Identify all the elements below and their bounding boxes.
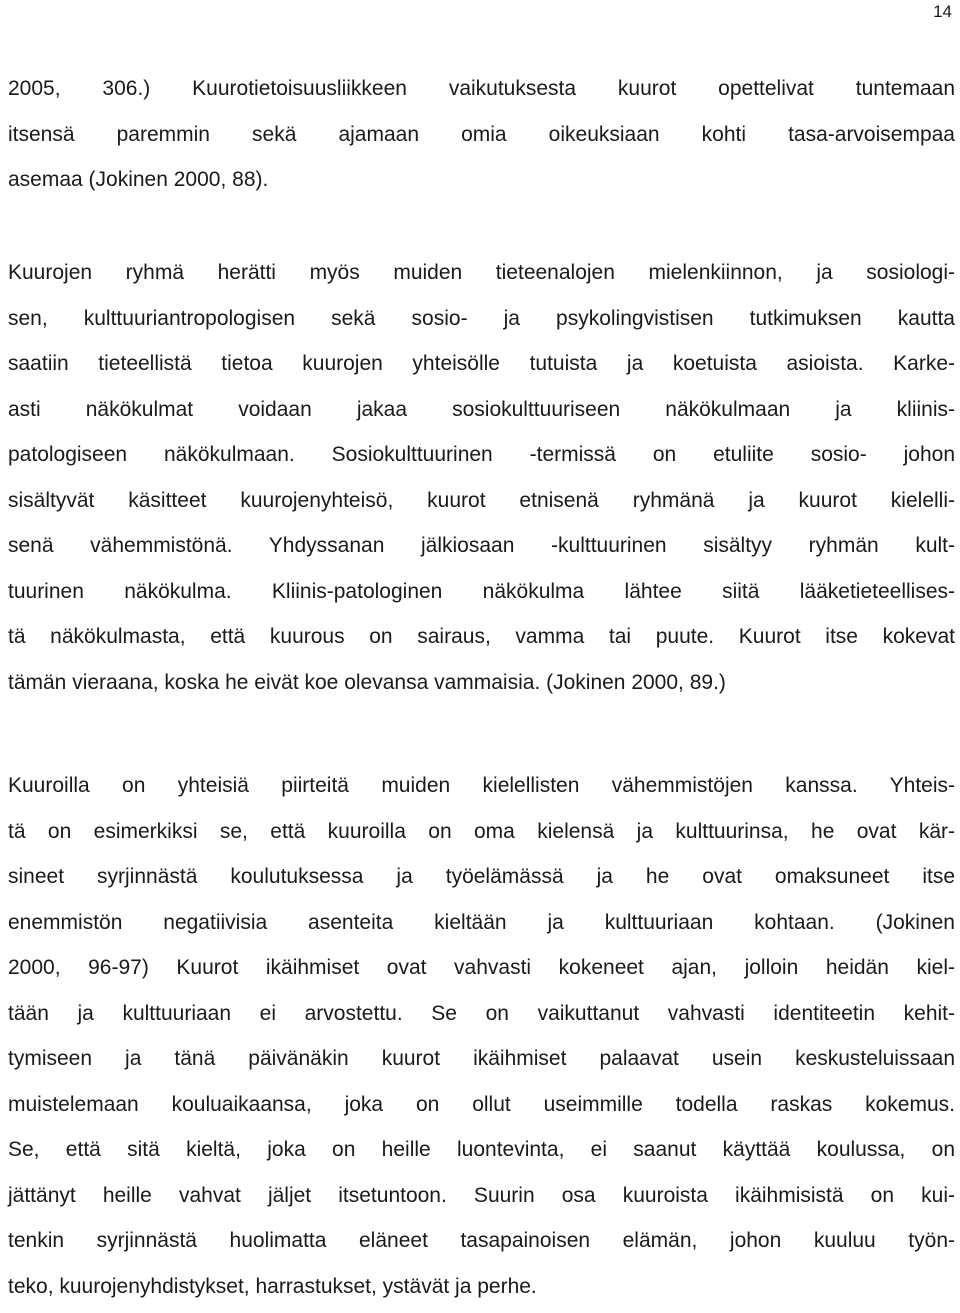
text-line: enemmistön negatiivisia asenteita kieltään ja kulttuuriaan kohtaan. (Jokinen — [8, 910, 955, 934]
text-line: jättänyt heille vahvat jäljet itsetuntoon. Suurin osa kuuroista ikäihmisistä on kui- — [8, 1183, 955, 1207]
text-line: itsensä paremmin sekä ajamaan omia oikeuksiaan kohti tasa-arvoisempaa — [8, 122, 955, 146]
text-line: 2000, 96-97) Kuurot ikäihmiset ovat vahvasti kokeneet ajan, jolloin heidän kiel- — [8, 956, 955, 979]
text-line: senä vähemmistönä. Yhdyssanan jälkiosaan -kulttuurinen sisältyy ryhmän kult- — [8, 534, 955, 557]
text-line: tä on esimerkiksi se, että kuuroilla on oma kielensä ja kulttuurinsa, he ovat kär- — [8, 819, 955, 843]
text-line: Se, että sitä kieltä, joka on heille luontevinta, ei saanut käyttää koulussa, on — [8, 1138, 955, 1161]
text-line: Kuurojen ryhmä herätti myös muiden tieteenalojen mielenkiinnon, ja sosiologi- — [8, 261, 955, 284]
text-line: sen, kulttuuriantropologisen sekä sosio- ja psykolingvistisen tutkimuksen kautta — [8, 306, 955, 330]
paragraph-2 — [8, 250, 955, 705]
text-line: tenkin syrjinnästä huolimatta eläneet tasapainoisen elämän, johon kuuluu työn- — [8, 1229, 955, 1252]
paragraph-1 — [8, 66, 955, 203]
text-line: teko, kuurojenyhdistykset, harrastukset, ystävät ja perhe. — [8, 1274, 537, 1298]
text-line: tymiseen ja tänä päivänäkin kuurot ikäihmiset palaavat usein keskusteluissaan — [8, 1047, 955, 1070]
text-line: patologiseen näkökulmaan. Sosiokulttuurinen -termissä on etuliite sosio- johon — [8, 443, 955, 466]
text-line: Kuuroilla on yhteisiä piirteitä muiden kielellisten vähemmistöjen kanssa. Yhteis- — [8, 774, 955, 797]
page-number: 14 — [933, 2, 952, 21]
text-line: sineet syrjinnästä koulutuksessa ja työelämässä ja he ovat omaksuneet itse — [8, 865, 955, 888]
text-line: sisältyvät käsitteet kuurojenyhteisö, kuurot etnisenä ryhmänä ja kuurot kielelli- — [8, 488, 955, 512]
text-line: asemaa (Jokinen 2000, 88). — [8, 168, 269, 191]
text-line: tuurinen näkökulma. Kliinis-patologinen näkökulma lähtee siitä lääketieteellises- — [8, 579, 955, 603]
text-line: tämän vieraana, koska he eivät koe olevansa vammaisia. (Jokinen 2000, 89.) — [8, 670, 726, 694]
text-line: muistelemaan kouluaikaansa, joka on ollut useimmille todella raskas kokemus. — [8, 1092, 955, 1116]
text-line: saatiin tieteellistä tietoa kuurojen yhteisölle tutuista ja koetuista asioista. Karke- — [8, 352, 955, 375]
text-line: asti näkökulmat voidaan jakaa sosiokulttuuriseen näkökulmaan ja kliinis- — [8, 397, 955, 421]
paragraph-3 — [8, 763, 955, 1309]
text-line: tä näkökulmasta, että kuurous on sairaus, vamma tai puute. Kuurot itse kokevat — [8, 625, 955, 648]
text-line: 2005, 306.) Kuurotietoisuusliikkeen vaikutuksesta kuurot opettelivat tuntemaan — [8, 77, 955, 100]
text-line: tään ja kulttuuriaan ei arvostettu. Se on vaikuttanut vahvasti identiteetin kehit- — [8, 1001, 955, 1025]
